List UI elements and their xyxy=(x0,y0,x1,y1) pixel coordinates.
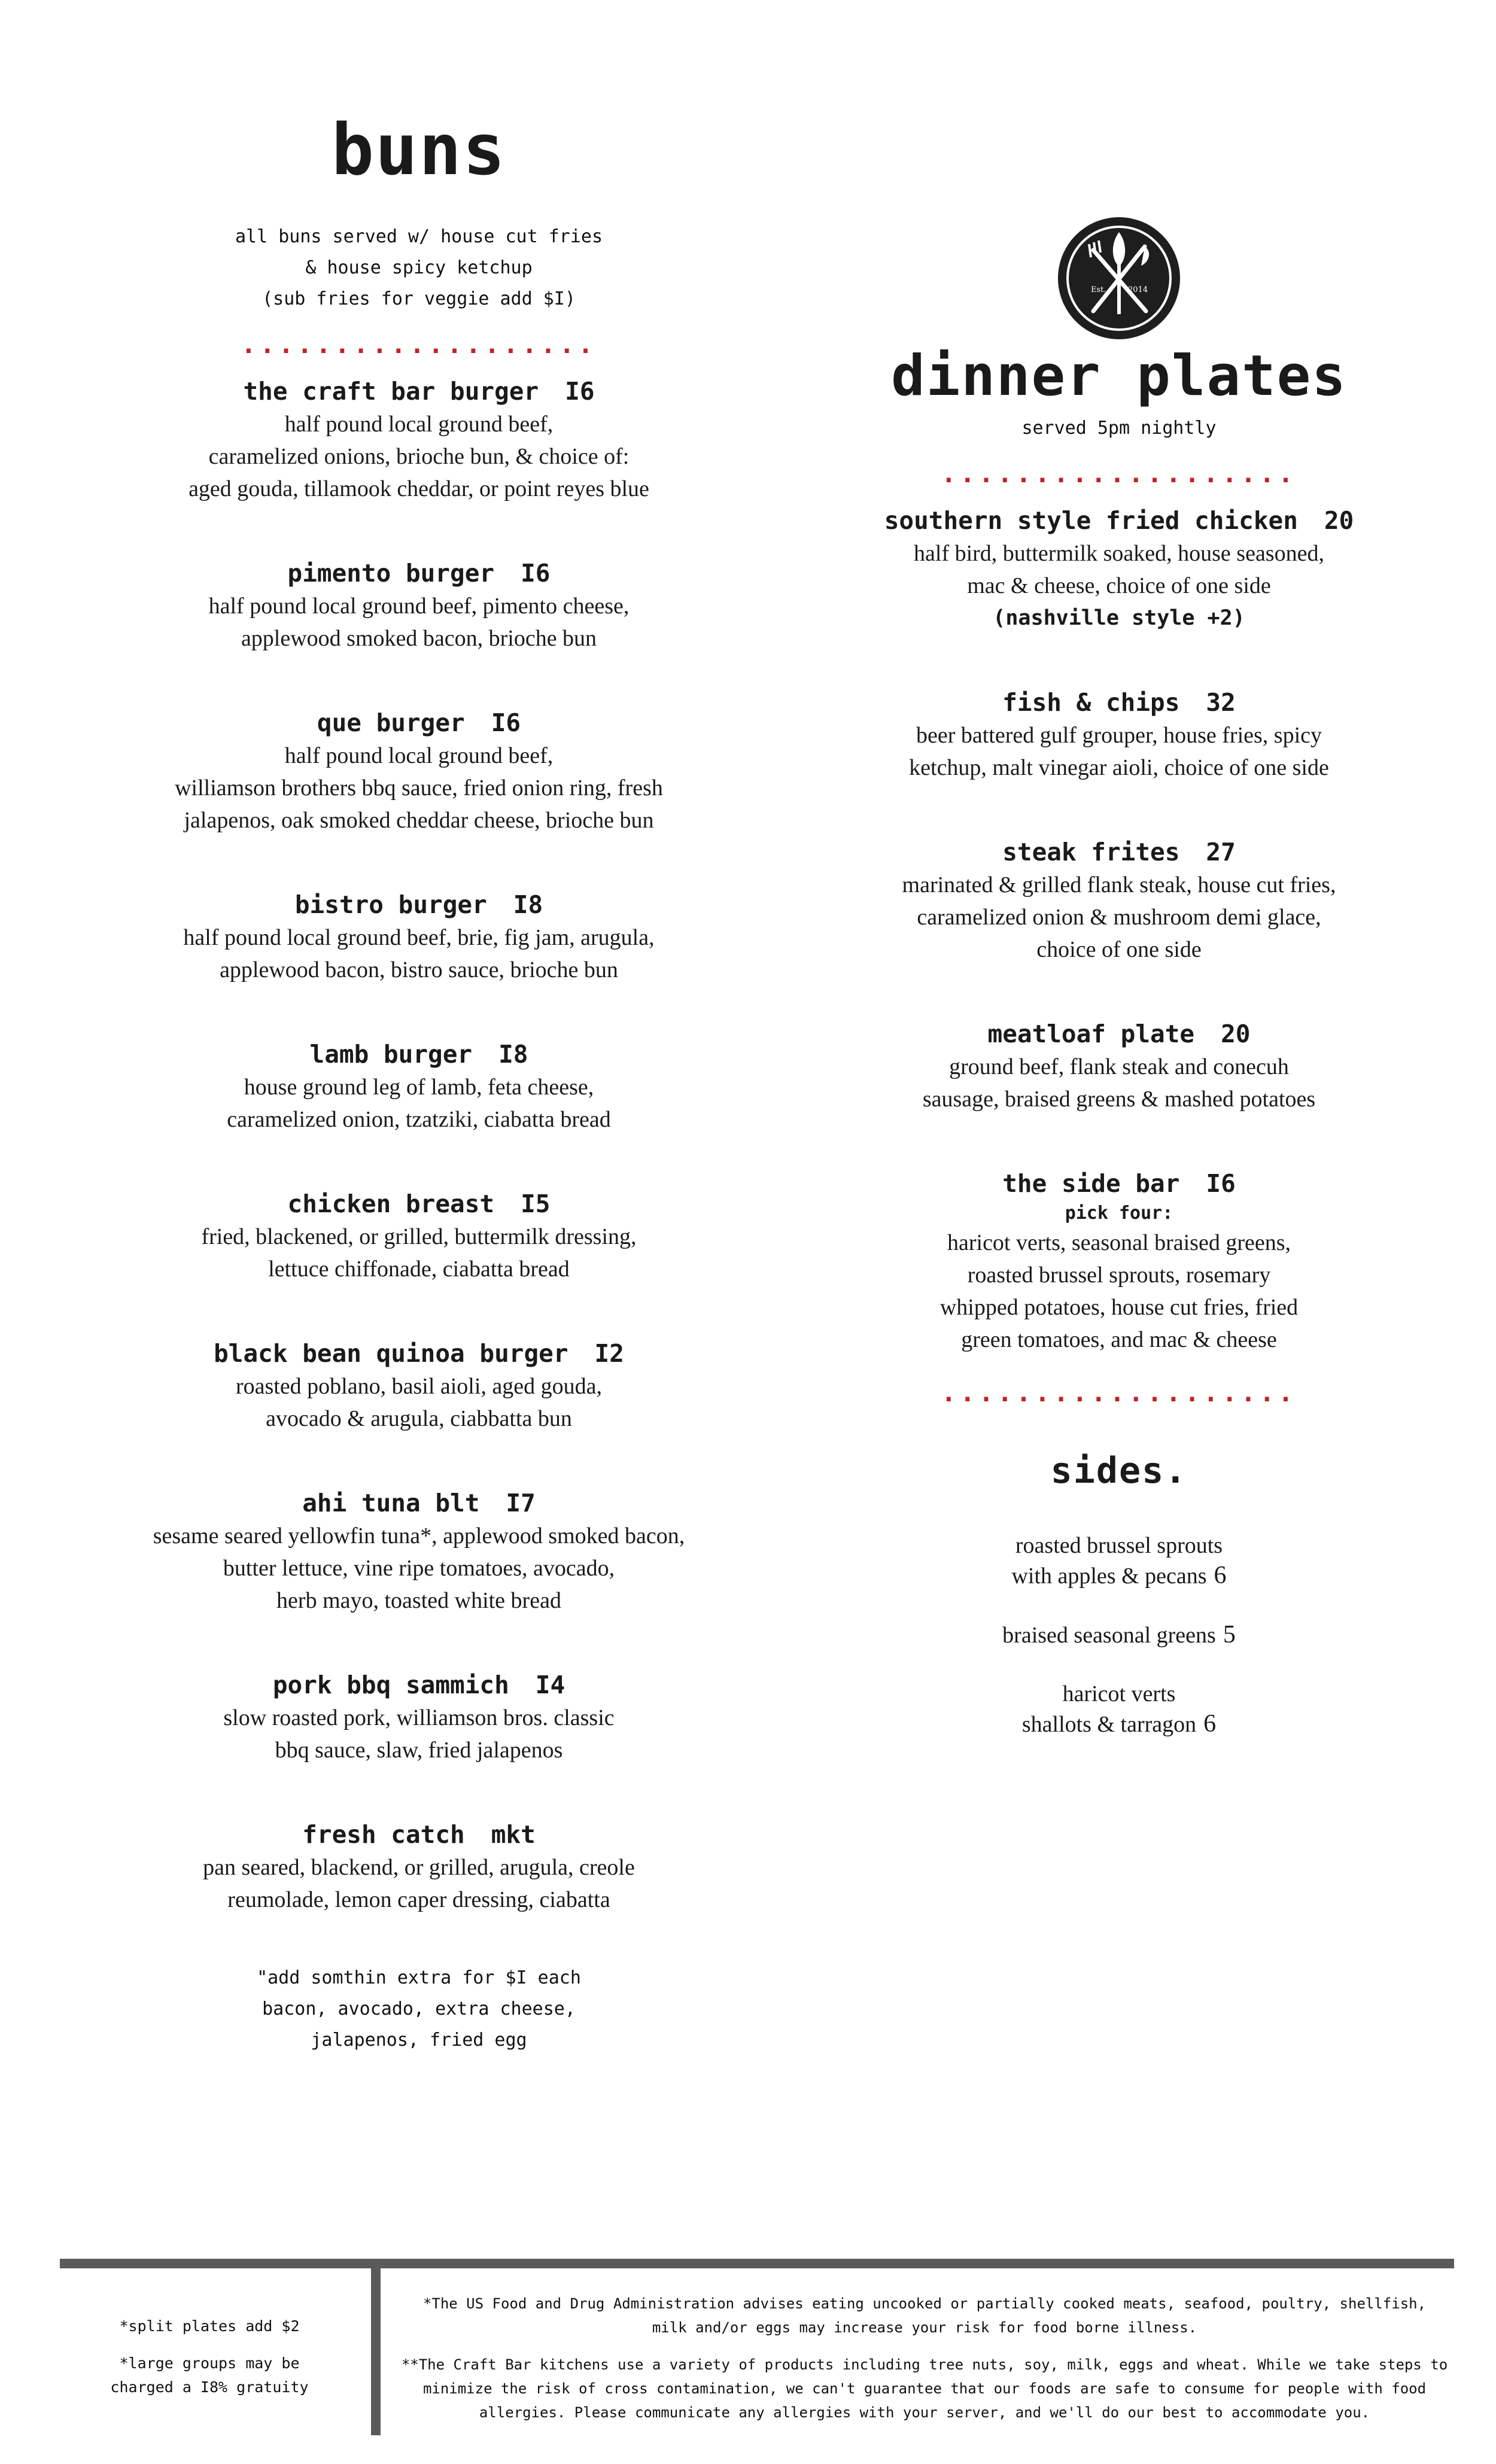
allergy-note: allergies. Please communicate any allergies with your server, and we'll do our best to accommodate you. xyxy=(479,2404,1370,2421)
dinner-items xyxy=(844,504,1394,1356)
note-line: all buns served w/ house cut fries xyxy=(235,226,603,247)
footer-left-note xyxy=(60,2314,359,2399)
note-line: jalapenos, fried egg xyxy=(311,2030,527,2051)
menu-item-heading xyxy=(90,1486,748,1520)
menu-item xyxy=(90,556,748,655)
dinner-section xyxy=(844,215,1394,1768)
menu-item-description: williamson brothers bbq sauce, fried onion ring, fresh xyxy=(175,775,663,801)
menu-item-name: ahi tuna blt xyxy=(302,1489,480,1517)
menu-item-description: sesame seared yellowfin tuna*, applewood smoked bacon, xyxy=(153,1523,685,1549)
menu-item-description: house ground leg of lamb, feta cheese, xyxy=(244,1075,594,1100)
menu-item-name: fresh catch xyxy=(302,1820,465,1849)
menu-item-name: lamb burger xyxy=(309,1040,473,1069)
gratuity-note: charged a I8% gratuity xyxy=(110,2378,309,2396)
menu-item-description: half pound local ground beef, pimento cheese, xyxy=(208,594,630,619)
menu-item-price: mkt xyxy=(491,1820,536,1849)
menu-item-price: I5 xyxy=(521,1190,551,1218)
side-item-price: 6 xyxy=(1214,1562,1227,1589)
menu-item-price: I7 xyxy=(506,1489,536,1517)
menu-item-price: I2 xyxy=(594,1339,624,1368)
allergy-note: minimize the risk of cross contamination, we can't guarantee that our foods are safe to consume for people with food xyxy=(422,2380,1427,2397)
side-item xyxy=(844,1620,1394,1650)
split-plates-note: *split plates add $2 xyxy=(119,2317,300,2335)
menu-item-price: I8 xyxy=(513,890,543,919)
menu-item-description: herb mayo, toasted white bread xyxy=(276,1588,561,1613)
restaurant-logo xyxy=(1056,215,1182,341)
menu-item-description: applewood bacon, bistro sauce, brioche bun xyxy=(220,957,618,982)
menu-item-heading xyxy=(844,1167,1394,1200)
side-item-text: roasted brussel sprouts xyxy=(1015,1533,1223,1558)
menu-item-name: the side bar xyxy=(1002,1169,1180,1198)
buns-note xyxy=(90,221,748,315)
dotted-divider: ................... xyxy=(941,1378,1297,1407)
menu-item-name: black bean quinoa burger xyxy=(214,1339,568,1368)
menu-item xyxy=(90,1187,748,1285)
menu-item-description: marinated & grilled flank steak, house cut fries, xyxy=(902,872,1336,898)
menu-item xyxy=(844,835,1394,966)
menu-item-price: I6 xyxy=(565,377,595,406)
logo-text-left: Est. xyxy=(1091,285,1106,294)
menu-item-description: bbq sauce, slaw, fried jalapenos xyxy=(275,1738,563,1763)
addon-note xyxy=(90,1963,748,2056)
menu-item-description: lettuce chiffonade, ciabatta bread xyxy=(268,1257,570,1282)
side-item xyxy=(844,1679,1394,1739)
side-item-text: haricot verts xyxy=(1062,1681,1176,1706)
dinner-subtitle: served 5pm nightly xyxy=(1021,418,1217,439)
note-line: & house spicy ketchup xyxy=(305,257,533,278)
menu-item-heading xyxy=(844,835,1394,869)
menu-item-name: que burger xyxy=(317,708,465,737)
menu-item-description: jalapenos, oak smoked cheddar cheese, brioche bun xyxy=(184,808,654,833)
fda-note: *The US Food and Drug Administration advises eating uncooked or partially cooked meats, seafood, poultry, shellfish, xyxy=(422,2295,1427,2312)
menu-item-description: pan seared, blackend, or grilled, arugula, creole xyxy=(203,1855,635,1880)
menu-item-description: butter lettuce, vine ripe tomatoes, avocado, xyxy=(223,1556,615,1581)
menu-item-price: I6 xyxy=(1206,1169,1236,1198)
menu-item xyxy=(844,504,1394,634)
menu-item xyxy=(90,1486,748,1617)
menu-item-description: roasted poblano, basil aioli, aged gouda, xyxy=(235,1374,603,1399)
menu-item-price: 20 xyxy=(1221,1020,1251,1048)
menu-item-price: I6 xyxy=(521,559,551,588)
menu-item-name: southern style fried chicken xyxy=(884,506,1298,535)
menu-item-heading xyxy=(90,375,748,408)
side-item-name xyxy=(844,1620,1394,1650)
menu-item-price: I4 xyxy=(535,1671,565,1699)
menu-item-heading xyxy=(90,1337,748,1370)
side-item xyxy=(844,1531,1394,1591)
side-item-price: 6 xyxy=(1203,1710,1217,1738)
note-line: "add somthin extra for $I each xyxy=(257,1967,581,1988)
buns-title: buns xyxy=(331,108,507,191)
menu-item-description: sausage, braised greens & mashed potatoes xyxy=(922,1087,1316,1112)
menu-item-heading xyxy=(90,556,748,590)
side-item-name xyxy=(844,1531,1394,1560)
menu-item-description: caramelized onions, brioche bun, & choice of: xyxy=(208,444,630,469)
buns-items xyxy=(90,375,748,1916)
side-item-price: 5 xyxy=(1223,1621,1236,1648)
menu-item-description: roasted brussel sprouts, rosemary xyxy=(967,1263,1271,1288)
menu-item-price: I8 xyxy=(498,1040,528,1069)
side-item-name xyxy=(844,1560,1394,1591)
menu-item-name: the craft bar burger xyxy=(243,377,539,406)
side-item-text: braised seasonal greens xyxy=(1002,1623,1216,1648)
side-item-name xyxy=(844,1709,1394,1739)
menu-item xyxy=(844,686,1394,784)
menu-item-name: pork bbq sammich xyxy=(272,1671,509,1699)
footer-divider xyxy=(371,2262,381,2435)
menu-item-description: green tomatoes, and mac & cheese xyxy=(961,1327,1277,1352)
menu-item-heading xyxy=(90,706,748,740)
menu-item-name: steak frites xyxy=(1002,838,1180,866)
menu-item-heading xyxy=(844,1017,1394,1051)
menu-item-heading xyxy=(90,1038,748,1071)
menu-item-option: (nashville style +2) xyxy=(993,606,1245,630)
menu-item-price: 32 xyxy=(1206,688,1236,717)
menu-item-name: bistro burger xyxy=(294,890,487,919)
dotted-divider: ................... xyxy=(941,459,1297,488)
menu-item-name: pimento burger xyxy=(287,559,495,588)
sides-items xyxy=(844,1531,1394,1739)
menu-item-description: fried, blackened, or grilled, buttermilk dressing, xyxy=(201,1224,637,1249)
menu-item-heading xyxy=(90,1187,748,1221)
menu-item-description: reumolade, lemon caper dressing, ciabatta xyxy=(227,1887,610,1912)
menu-item-description: half pound local ground beef, xyxy=(284,412,554,437)
menu-item-heading xyxy=(90,1668,748,1702)
allergy-note: **The Craft Bar kitchens use a variety of products including tree nuts, soy, milk, eggs and wheat. While we take steps to xyxy=(401,2356,1448,2373)
menu-item-description: half bird, buttermilk soaked, house seasoned, xyxy=(914,541,1324,566)
menu-item-name: meatloaf plate xyxy=(987,1020,1195,1048)
menu-item-description: choice of one side xyxy=(1036,937,1202,962)
fda-note: milk and/or eggs may increase your risk for food borne illness. xyxy=(652,2319,1197,2336)
menu-item-description: ground beef, flank steak and conecuh xyxy=(949,1054,1289,1079)
menu-item xyxy=(90,1337,748,1435)
menu-item-price: I6 xyxy=(491,708,521,737)
buns-section xyxy=(90,108,748,2056)
menu-item xyxy=(90,888,748,986)
menu-item xyxy=(844,1017,1394,1115)
footer-rule xyxy=(60,2259,1454,2268)
menu-item-subheading: pick four: xyxy=(1065,1203,1173,1224)
menu-item-description: applewood smoked bacon, brioche bun xyxy=(241,626,597,651)
menu-item-description: caramelized onion, tzatziki, ciabatta bread xyxy=(227,1107,611,1132)
menu-item xyxy=(90,706,748,836)
side-item-text: with apples & pecans xyxy=(1011,1563,1207,1589)
menu-item-heading xyxy=(90,888,748,921)
menu-item-heading xyxy=(844,504,1394,537)
dotted-divider: ................... xyxy=(241,330,597,359)
menu-item-name: fish & chips xyxy=(1002,688,1180,717)
menu-item-description: mac & cheese, choice of one side xyxy=(967,573,1271,598)
menu-item-description: avocado & arugula, ciabbatta bun xyxy=(266,1406,572,1431)
menu-item xyxy=(90,1038,748,1136)
menu-item-heading xyxy=(90,1818,748,1851)
gratuity-note: *large groups may be xyxy=(119,2355,300,2372)
menu-item-description: slow roasted pork, williamson bros. classic xyxy=(223,1705,615,1730)
menu-item-description: whipped potatoes, house cut fries, fried xyxy=(939,1295,1299,1320)
menu-item-price: 20 xyxy=(1324,506,1354,535)
menu-item-description: ketchup, malt vinegar aioli, choice of one side xyxy=(909,755,1329,780)
footer-right-note xyxy=(389,2292,1460,2425)
menu-item-description: aged gouda, tillamook cheddar, or point reyes blue xyxy=(188,476,649,501)
note-line: (sub fries for veggie add $I) xyxy=(262,288,576,309)
menu-item xyxy=(90,375,748,505)
note-line: bacon, avocado, extra cheese, xyxy=(262,1998,576,2019)
menu-item-price: 27 xyxy=(1206,838,1236,866)
menu-item-description: caramelized onion & mushroom demi glace, xyxy=(917,905,1321,930)
menu-item-description: haricot verts, seasonal braised greens, xyxy=(947,1230,1291,1255)
menu-item-description: beer battered gulf grouper, house fries, spicy xyxy=(916,723,1322,748)
menu-item-name: chicken breast xyxy=(287,1190,495,1218)
logo-text-right: 2014 xyxy=(1128,285,1148,294)
menu-item-description: half pound local ground beef, brie, fig jam, arugula, xyxy=(183,925,655,950)
menu-item xyxy=(90,1668,748,1766)
dinner-title: dinner plates xyxy=(891,343,1347,409)
sides-title: sides. xyxy=(1050,1450,1188,1492)
menu-item xyxy=(844,1167,1394,1356)
side-item-text: shallots & tarragon xyxy=(1021,1712,1197,1737)
menu-item-heading xyxy=(844,686,1394,719)
menu-item xyxy=(90,1818,748,1916)
side-item-name xyxy=(844,1679,1394,1709)
menu-item-description: half pound local ground beef, xyxy=(284,743,554,768)
